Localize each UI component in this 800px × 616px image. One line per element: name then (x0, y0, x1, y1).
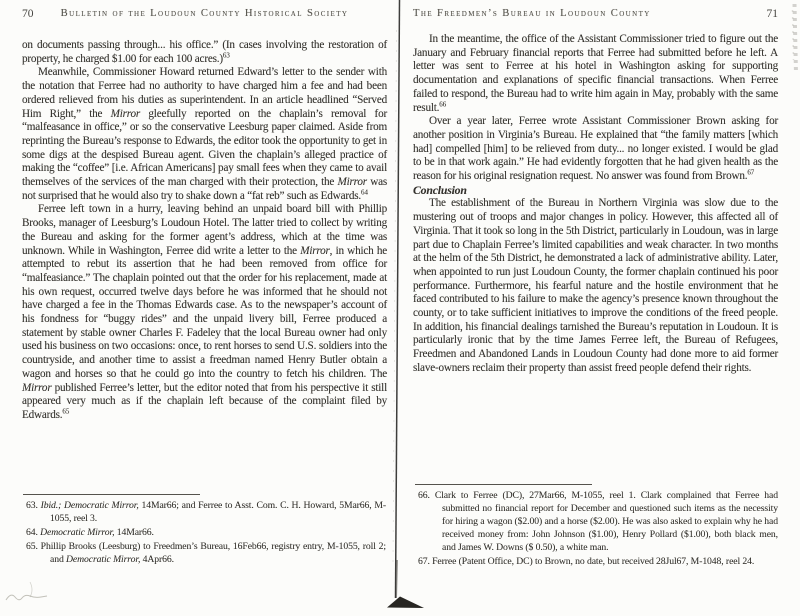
page-left-header (22, 8, 387, 23)
paragraph: Meanwhile, Commissioner Howard returned Edward’s letter to the sender with the notation that Ferree had no authority to have charged him a fee and had been ordered relieved from his duties as superintendent. In an article headlined “Served Him Right,” the Mirror gleefully reported on the chaplain’s removal for “malfeasance in office,” or so the conservative Leesburg paper claimed. Aside from reprinting the Bureau’s response to Edwards, the editor took the opportunity to get in some digs at the despised Bureau agent. Given the chaplain’s alleged practice of making the “coffee” [i.e. African Americans] pay small fees when they came to avail themselves of the services of the man charged with their protection, the Mirror was not surprised that he would also try to shake down a “fat reb” such as Edwards.$^{64}$ (22, 66, 387, 202)
footnote-63: 63. Ibid.; Democratic Mirror, 14Mar66; and Ferree to Asst. Com. C. H. Howard, 5Mar66, M-1055, reel 3. (26, 500, 386, 524)
page-left (0, 0, 398, 616)
paragraph: The establishment of the Bureau in Northern Virginia was slow due to the mustering out of troops and major changes in policy. However, this affected all of Virginia. That it took so long in the 5th District, particularly in Loudoun, was in large part due to Chaplain Ferree’s limited capabilities and weak character. In two months at the helm of the 5th District, he demonstrated a lack of administrative ability. Later, when appointed to run just Loudoun County, the former chaplain continued his poor performance. Furthermore, his fearful nature and the hostile environment that he faced contributed to his failure to make the agency’s presence known throughout the county, or to take sufficient initiatives to improve the conditions of the freed people. In addition, his financial dealings tarnished the Bureau’s reputation in Loudoun. It is particularly ironic that by the time James Ferree left, the Bureau of Refugees, Freedmen and Abandoned Lands in Loudoun County had done more to aid former slave-owners reclaim their property than assist freed people defend their rights. (413, 197, 778, 374)
footnotes-right (414, 484, 778, 569)
page-right-body (413, 33, 778, 376)
footnote-separator (23, 494, 200, 495)
page-left-body (22, 39, 387, 423)
page-number-right: 71 (766, 8, 778, 20)
paragraph: on documents passing through... his office.” (In cases involving the restoration of property, he charged $1.00 for each 100 acres.)$^{63}$ (22, 39, 387, 65)
paragraph: Over a year later, Ferree wrote Assistant Commissioner Brown asking for another position in Virginia’s Bureau. He explained that “the family matters [which had] compelled [him] to be relieved from duty... no longer existed. I would be glad to be in that work again.” He had evidently forgotten that he had given health as the reason for his original resignation request. No answer was found from Brown.$^{67}$ (413, 115, 778, 183)
paragraph: Ferree left town in a hurry, leaving behind an unpaid board bill with Phillip Brooks, manager of Leesburg’s Loudoun Hotel. The latter tried to collect by writing the Bureau and asking for the former agent’s address, which at the time was unknown. While in Washington, Ferree did write a letter to the Mirror, in which he attempted to rebut its assertion that he had been removed from office for “malfeasiance.” The chaplain pointed out that the order for his replacement, made at his own request, occurred twelve days before he was informed that he should not have charged a fee in the Thomas Edwards case. As to the newspaper’s account of his fondness for “buggy rides” and the unpaid livery bill, Ferree produced a statement by stable owner Charles F. Fadeley that the local Bureau owner had only used his business on two occasions: once, to rent horses to send U.S. soldiers into the countryside, and another time to assist a freedman named Henry Butler obtain a wagon and horses so that he could go into the country to fetch his children. The Mirror published Ferree’s letter, but the editor noted that from his perspective it still appeared very much as if the chaplain left because of the complaint filed by Edwards.$^{65}$ (22, 203, 387, 421)
section-heading-conclusion: Conclusion (413, 182, 467, 197)
paragraph: In the meantime, the office of the Assistant Commissioner tried to figure out the January and February financial reports that Ferree had submitted before he left. A letter was sent to Ferree at his hotel in Washington asking for supporting documentation and explanations of specific financial transactions. When Ferree failed to respond, the Bureau had to write him again in May, probably with the same result.$^{66}$ (413, 33, 778, 114)
page-right-header (413, 8, 778, 23)
running-head-left: Bulletin of the Loudoun County Historical Society (60, 8, 349, 19)
page-right (402, 0, 800, 616)
footnote-separator (415, 484, 592, 485)
footnote-64: 64. Democratic Mirror, 14Mar66. (26, 526, 154, 538)
footnotes-left (22, 494, 386, 568)
page-number-left: 70 (22, 8, 34, 20)
running-head-right: The Freedmen’s Bureau in Loudoun County (413, 8, 651, 19)
footnote-65: 65. Phillip Brooks (Leesburg) to Freedmen’s Bureau, 16Feb66, registry entry, M-1055, roll 2; and Democratic Mirror, 4Apr66. (26, 540, 386, 565)
footnote-67: 67. Ferree (Patent Office, DC) to Brown, no date, but received 28Jul67, M-1048, reel 24. (418, 555, 755, 567)
footnote-66: 66. Clark to Ferree (DC), 27Mar66, M-1055, reel 1. Clark complained that Ferree had submitted no financial report for December and questioned such items as the necessity for hiring a wagon ($2.00) and a horse ($2.00). He was also asked to explain why he had received money from: John Johnson ($1.00), Henry Pollard ($1.00), both black men, and James W. Downs ($ 0.50), a white man. (418, 490, 778, 553)
